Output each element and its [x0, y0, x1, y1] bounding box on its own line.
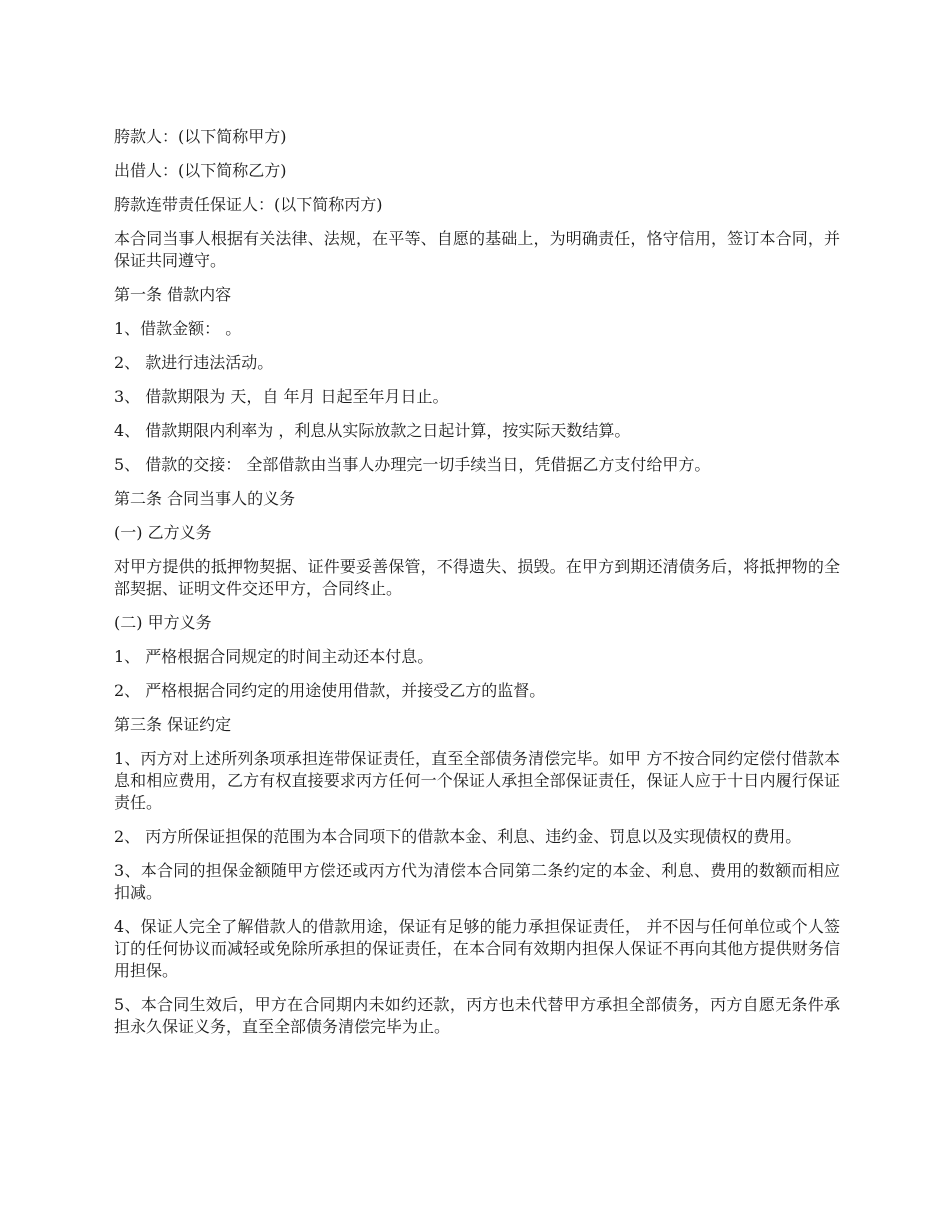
guarantee-clause-2: 2、 丙方所保证担保的范围为本合同项下的借款本金、利息、违约金、罚息以及实现债权的费用。 — [114, 827, 802, 846]
article-1-item-3: 3、 借款期限为 天，自 年月 日起至年月日止。 — [114, 387, 449, 406]
borrower-obligation-1: 1、 严格根据合同规定的时间主动还本付息。 — [114, 647, 434, 666]
article-1-item-4: 4、 借款期限内利率为 ，利息从实际放款之日起计算，按实际天数结算。 — [114, 421, 631, 440]
borrower-line: 胯款人：(以下简称甲方) — [114, 127, 287, 146]
borrower-obligations-heading: (二) 甲方义务 — [114, 613, 212, 632]
article-2-heading: 第二条 合同当事人的义务 — [114, 489, 296, 508]
lender-line: 出借人：(以下简称乙方) — [114, 161, 287, 180]
guarantee-clause-5: 5、本合同生效后，甲方在合同期内未如约还款，丙方也未代替甲方承担全部债务，丙方自愿无条件承担永久保证义务，直至全部债务清偿完毕为止。 — [114, 995, 840, 1036]
lender-obligations-heading: (一) 乙方义务 — [114, 523, 212, 542]
preamble-paragraph: 本合同当事人根据有关法律、法规，在平等、自愿的基础上，为明确责任，恪守信用，签订本合同，并保证共同遵守。 — [114, 229, 840, 270]
article-1-item-1: 1、借款金额： 。 — [114, 319, 242, 338]
article-3-heading: 第三条 保证约定 — [114, 715, 232, 734]
lender-obligations-paragraph: 对甲方提供的抵押物契据、证件要妥善保管，不得遗失、损毁。在甲方到期还清债务后，将抵押物的全部契据、证明文件交还甲方，合同终止。 — [114, 557, 840, 598]
document-page — [114, 126, 840, 1050]
article-1-heading: 第一条 借款内容 — [114, 285, 232, 304]
article-1-item-5: 5、 借款的交接： 全部借款由当事人办理完一切手续当日，凭借据乙方支付给甲方。 — [114, 455, 711, 474]
guarantee-clause-1: 1、丙方对上述所列条项承担连带保证责任，直至全部债务清偿完毕。如甲 方不按合同约定偿付借款本息和相应费用，乙方有权直接要求丙方任何一个保证人承担全部保证责任，保证人应于十日内履行保证责任。 — [114, 749, 840, 812]
borrower-obligation-2: 2、 严格根据合同约定的用途使用借款，并接受乙方的监督。 — [114, 681, 546, 700]
guarantee-clause-4: 4、保证人完全了解借款人的借款用途，保证有足够的能力承担保证责任， 并不因与任何单位或个人签订的任何协议而减轻或免除所承担的保证责任，在本合同有效期内担保人保证不再向其他方提供财务信用担保。 — [114, 917, 840, 980]
article-1-item-2: 2、 款进行违法活动。 — [114, 353, 274, 372]
guarantor-line: 胯款连带责任保证人：(以下简称丙方) — [114, 195, 383, 214]
guarantee-clause-3: 3、本合同的担保金额随甲方偿还或丙方代为清偿本合同第二条约定的本金、利息、费用的数额而相应扣减。 — [114, 861, 840, 902]
